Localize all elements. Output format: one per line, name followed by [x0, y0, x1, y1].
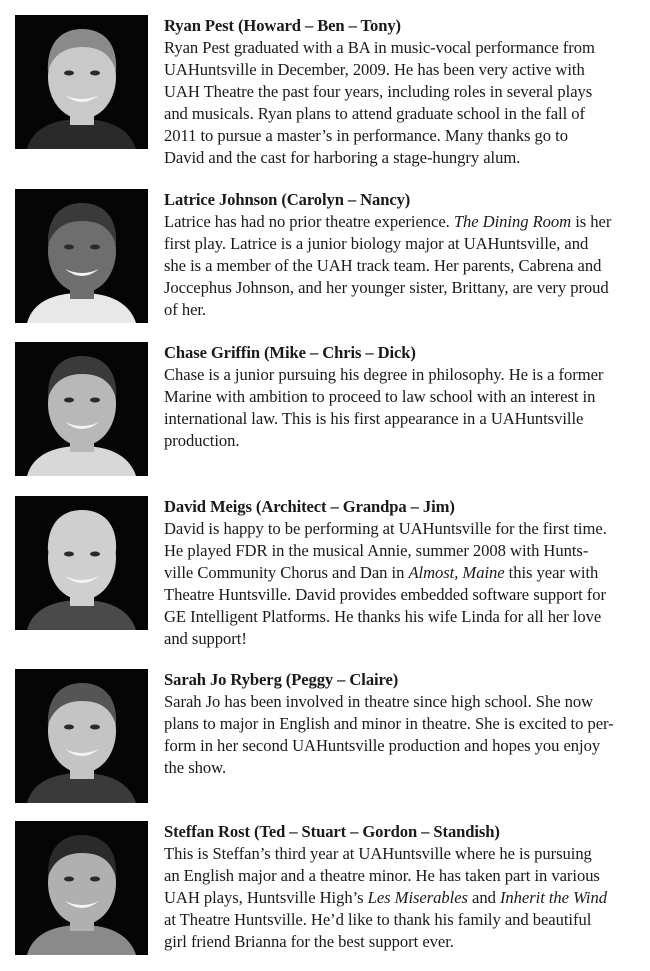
bio-line: David is happy to be performing at UAHuntsville for the first time. [164, 519, 607, 538]
bio-line: Sarah Jo has been involved in theatre since high school. She now [164, 692, 594, 711]
bio-text [164, 821, 646, 953]
bio-line: the show. [164, 758, 227, 777]
bio-line: girl friend Brianna for the best support ever. [164, 932, 454, 951]
headshot-photo [15, 821, 148, 955]
headshot-photo [15, 15, 148, 149]
bio-text [164, 15, 646, 169]
bio-line: UAH plays, Huntsville High’s Les Miserables and Inherit the Wind [164, 888, 607, 907]
bio-line: Latrice has had no prior theatre experience. The Dining Room is her [164, 212, 612, 231]
bio-line: Joccephus Johnson, and her younger sister, Brittany, are very proud [164, 278, 609, 297]
bio-line: GE Intelligent Platforms. He thanks his wife Linda for all her love [164, 607, 602, 626]
bio-line: production. [164, 431, 240, 450]
bio-line: international law. This is his first appearance in a UAHuntsville [164, 409, 584, 428]
bio-line: UAHuntsville in December, 2009. He has been very active with [164, 60, 585, 79]
bio-line: He played FDR in the musical Annie, summer 2008 with Hunts- [164, 541, 589, 560]
bio-line: This is Steffan’s third year at UAHuntsville where he is pursuing [164, 844, 592, 863]
bio-line: Theatre Huntsville. David provides embedded software support for [164, 585, 606, 604]
bio-text [164, 496, 646, 650]
bio-line: Ryan Pest graduated with a BA in music-vocal performance from [164, 38, 595, 57]
bio-line: and musicals. Ryan plans to attend graduate school in the fall of [164, 104, 585, 123]
bio-line: Marine with ambition to proceed to law school with an interest in [164, 387, 596, 406]
bio-text [164, 342, 646, 452]
cast-member-name-roles: David Meigs (Architect – Grandpa – Jim) [164, 497, 455, 516]
bio-line: 2011 to pursue a master’s in performance. Many thanks go to [164, 126, 568, 145]
bio-line: ville Community Chorus and Dan in Almost, Maine this year with [164, 563, 599, 582]
bio-line: and support! [164, 629, 247, 648]
bio-line: David and the cast for harboring a stage-hungry alum. [164, 148, 521, 167]
bio-line: at Theatre Huntsville. He’d like to thank his family and beautiful [164, 910, 592, 929]
headshot-photo [15, 496, 148, 630]
cast-member-name-roles: Ryan Pest (Howard – Ben – Tony) [164, 16, 401, 35]
cast-member-name-roles: Sarah Jo Ryberg (Peggy – Claire) [164, 670, 399, 689]
bio-line: of her. [164, 300, 207, 319]
bio-line: she is a member of the UAH track team. Her parents, Cabrena and [164, 256, 602, 275]
bio-line: an English major and a theatre minor. He has taken part in various [164, 866, 600, 885]
bio-line: first play. Latrice is a junior biology major at UAHuntsville, and [164, 234, 589, 253]
bio-text [164, 189, 646, 321]
bio-line: Chase is a junior pursuing his degree in philosophy. He is a former [164, 365, 604, 384]
headshot-photo [15, 189, 148, 323]
cast-member-name-roles: Latrice Johnson (Carolyn – Nancy) [164, 190, 411, 209]
bio-text [164, 669, 646, 779]
bio-line: form in her second UAHuntsville production and hopes you enjoy [164, 736, 601, 755]
bio-line: plans to major in English and minor in theatre. She is excited to per- [164, 714, 614, 733]
cast-member-name-roles: Steffan Rost (Ted – Stuart – Gordon – Standish) [164, 822, 500, 841]
cast-member-name-roles: Chase Griffin (Mike – Chris – Dick) [164, 343, 416, 362]
headshot-photo [15, 342, 148, 476]
headshot-photo [15, 669, 148, 803]
bio-line: UAH Theatre the past four years, including roles in several plays [164, 82, 593, 101]
